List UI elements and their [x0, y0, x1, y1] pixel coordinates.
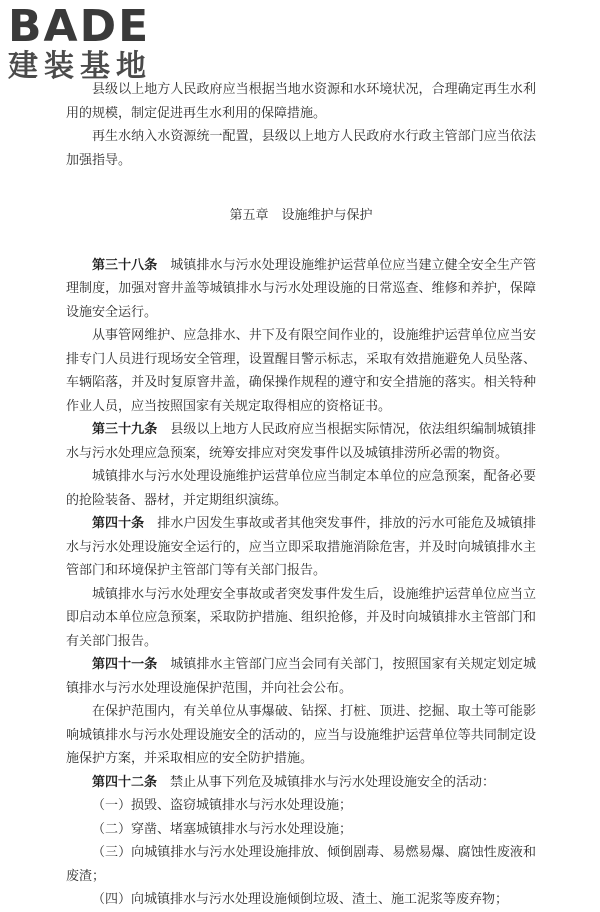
paragraph: 从事管网维护、应急排水、井下及有限空间作业的，设施维护运营单位应当安排专门人员进行现场安全管理，设置醒目警示标志，采取有效措施避免人员坠落、车辆陷落，并及时复原窨井盖，确保操作规程的遵守和安全措施的落实。相关特种作业人员，应当按照国家有关规定取得相应的资格证书。 [66, 328, 536, 414]
list-item: （三）向城镇排水与污水处理设施排放、倾倒剧毒、易燃易爆、腐蚀性废液和废渣； [66, 845, 536, 884]
article-label: 第四十条 [92, 516, 145, 531]
logo-brand: BADE [8, 1, 151, 52]
article-label: 第四十一条 [92, 657, 158, 672]
chapter-title: 第五章 设施维护与保护 [229, 208, 373, 223]
paragraph: 城镇排水与污水处理设施维护运营单位应当制定本单位的应急预案，配备必要的抢险装备、器材，并定期组织演练。 [66, 469, 536, 508]
list-item: （一）损毁、盗窃城镇排水与污水处理设施； [92, 798, 353, 813]
paragraph: 县级以上地方人民政府应当根据当地水资源和水环境状况，合理确定再生水利用的规模，制定促进再生水利用的保障措施。 [66, 82, 536, 121]
article-text: 城镇排水主管部门应当会同有关部门，按照国家有关规定划定城镇排水与污水处理设施保护范围，并向社会公布。 [66, 657, 536, 696]
article-39 [66, 418, 536, 465]
bade-logo [8, 1, 178, 84]
logo-tagline: 建装基地 [8, 49, 152, 84]
article-42 [66, 771, 536, 795]
article-label: 第三十九条 [92, 422, 158, 437]
list-item: （四）向城镇排水与污水处理设施倾倒垃圾、渣土、施工泥浆等废弃物； [92, 892, 509, 907]
article-40 [66, 512, 536, 583]
article-41 [66, 653, 536, 700]
paragraph: 城镇排水与污水处理安全事故或者突发事件发生后，设施维护运营单位应当立即启动本单位应急预案，采取防护措施、组织抢修，并及时向城镇排水主管部门和有关部门报告。 [66, 586, 536, 649]
article-text: 禁止从事下列危及城镇排水与污水处理设施安全的活动： [157, 774, 496, 790]
article-38 [66, 254, 536, 325]
document-page [66, 78, 536, 912]
article-text: 县级以上地方人民政府应当根据实际情况，依法组织编制城镇排水与污水处理应急预案，统筹安排应对突发事件以及城镇排涝所必需的物资。 [66, 422, 536, 461]
article-text: 城镇排水与污水处理设施维护运营单位应当建立健全安全生产管理制度，加强对窨井盖等城镇排水与污水处理设施的日常巡查、维修和养护，保障设施安全运行。 [66, 257, 536, 320]
article-label: 第四十二条 [92, 774, 158, 790]
article-label: 第三十八条 [92, 257, 158, 273]
article-text: 排水户因发生事故或者其他突发事件，排放的污水可能危及城镇排水与污水处理设施安全运行的，应当立即采取措施消除危害，并及时向城镇排水主管部门和环境保护主管部门等有关部门报告。 [66, 516, 536, 578]
paragraph: 在保护范围内，有关单位从事爆破、钻探、打桩、顶进、挖掘、取土等可能影响城镇排水与污水处理设施安全的活动的，应当与设施维护运营单位等共同制定设施保护方案，并采取相应的安全防护措施。 [66, 704, 536, 766]
list-item: （二）穿凿、堵塞城镇排水与污水处理设施； [92, 821, 353, 837]
paragraph: 再生水纳入水资源统一配置，县级以上地方人民政府水行政主管部门应当依法加强指导。 [66, 129, 536, 168]
